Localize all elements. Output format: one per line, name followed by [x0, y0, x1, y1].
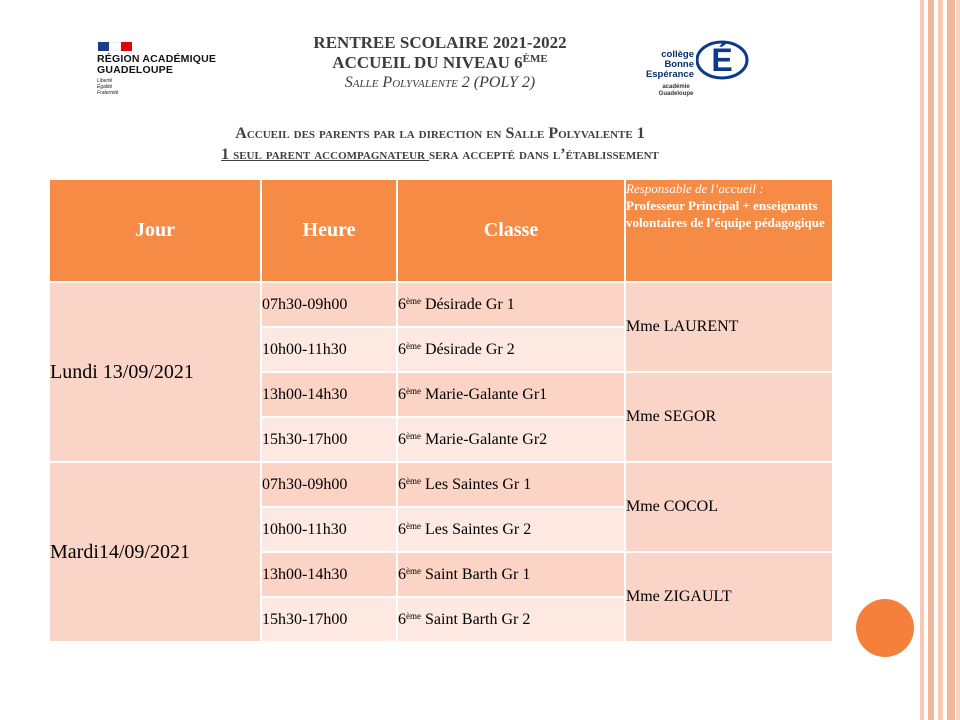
page-title: [270, 33, 610, 93]
classe-cell: 6ème Saint Barth Gr 1: [397, 552, 625, 597]
title-line2-sup: ÈME: [522, 53, 548, 65]
heure-cell: 10h00-11h30: [261, 507, 397, 552]
college-line3: Espérance: [645, 69, 694, 80]
academie-line2: Guadeloupe: [658, 90, 694, 97]
classe-cell: 6ème Marie-Galante Gr1: [397, 372, 625, 417]
heure-cell: 13h00-14h30: [261, 552, 397, 597]
classe-cell: 6ème Les Saintes Gr 2: [397, 507, 625, 552]
title-line2: [270, 53, 610, 73]
subtitle-rest: sera accepté dans l’établissement: [429, 146, 659, 163]
heure-cell: 15h30-17h00: [261, 597, 397, 642]
responsable-cell: Mme ZIGAULT: [625, 552, 833, 642]
header-resp-italic: Responsable de l’accueil :: [626, 181, 764, 196]
academie-text: [646, 84, 706, 97]
college-logo: [616, 28, 752, 102]
french-flag-icon: [98, 42, 132, 51]
region-logo: [97, 42, 247, 102]
title-line1: RENTREE SCOLAIRE 2021-2022: [313, 33, 567, 52]
region-line2: GUADELOUPE: [97, 64, 174, 76]
motto-liberte: Liberté: [97, 78, 113, 84]
classe-cell: 6ème Saint Barth Gr 2: [397, 597, 625, 642]
heure-cell: 13h00-14h30: [261, 372, 397, 417]
region-line1: RÉGION ACADÉMIQUE: [97, 53, 217, 65]
classe-cell: 6ème Désirade Gr 2: [397, 327, 625, 372]
subtitle-underlined: 1 seul parent accompagnateur: [221, 146, 430, 163]
college-name: [624, 50, 694, 80]
header-classe: Classe: [397, 179, 625, 282]
heure-cell: 15h30-17h00: [261, 417, 397, 462]
motto-egalite: Égalité: [97, 84, 113, 90]
college-badge-icon: [696, 36, 750, 80]
day-cell-lundi: Lundi 13/09/2021: [49, 282, 261, 462]
heure-cell: 07h30-09h00: [261, 282, 397, 327]
day-cell-mardi: Mardi14/09/2021: [49, 462, 261, 642]
motto-fraternite: Fraternité: [97, 90, 119, 96]
college-line1: collège: [661, 49, 694, 60]
subtitle-line2: [0, 145, 880, 165]
college-line2: Bonne: [664, 59, 694, 70]
table-header-row: [49, 179, 833, 282]
header-resp-bold: Professeur Principal + enseignants volontaires de l’équipe pédagogique: [626, 198, 825, 230]
responsable-cell: Mme SEGOR: [625, 372, 833, 462]
schedule-table: [48, 178, 834, 643]
decorative-circle: [856, 599, 914, 657]
header-jour: Jour: [49, 179, 261, 282]
motto: [97, 78, 247, 96]
header-heure: Heure: [261, 179, 397, 282]
heure-cell: 10h00-11h30: [261, 327, 397, 372]
classe-cell: 6ème Marie-Galante Gr2: [397, 417, 625, 462]
table-row: [49, 462, 833, 507]
responsable-cell: Mme COCOL: [625, 462, 833, 552]
decorative-stripes: [920, 0, 960, 720]
header-responsable: [625, 179, 833, 282]
badge-letter: É: [711, 42, 733, 78]
title-line2-text: ACCUEIL DU NIVEAU 6: [332, 53, 523, 72]
heure-cell: 07h30-09h00: [261, 462, 397, 507]
title-line3: Salle Polyvalente 2 (POLY 2): [344, 74, 536, 91]
classe-cell: 6ème Désirade Gr 1: [397, 282, 625, 327]
classe-cell: 6ème Les Saintes Gr 1: [397, 462, 625, 507]
academie-line1: académie: [662, 84, 690, 90]
subtitle-line1: Accueil des parents par la direction en Salle Polyvalente 1: [235, 125, 645, 142]
responsable-cell: Mme LAURENT: [625, 282, 833, 372]
table-row: [49, 282, 833, 327]
